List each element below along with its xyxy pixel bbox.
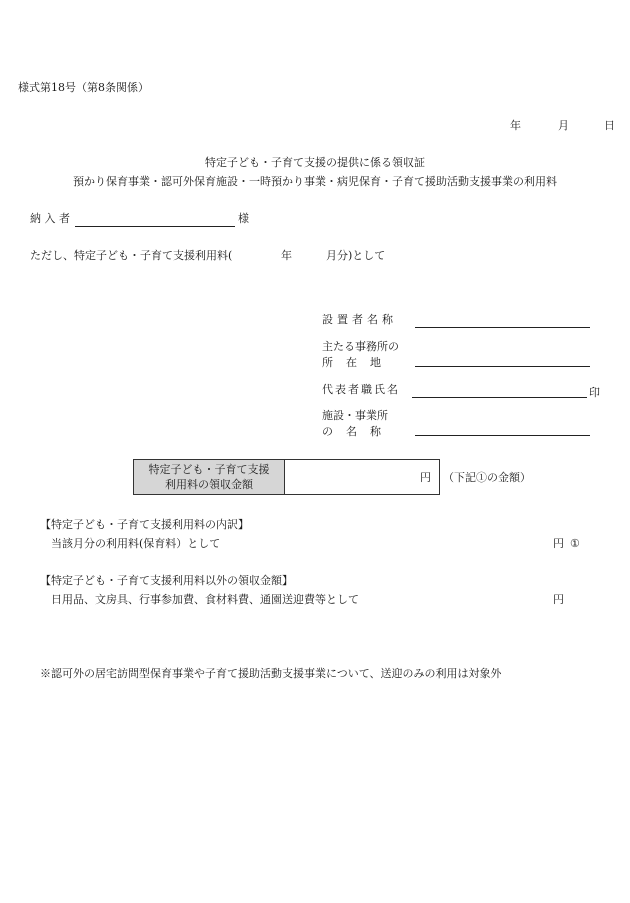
- proviso-year: 年: [281, 249, 292, 262]
- office-label-line2: 所在地: [322, 356, 394, 369]
- receipt-amount-field[interactable]: [285, 460, 439, 494]
- receipt-title: 特定子ども・子育て支援の提供に係る領収証: [205, 156, 425, 169]
- breakdown-marker: ①: [570, 537, 580, 550]
- other-item: 日用品、文房具、行事参加費、食材料費、通園送迎費等として: [51, 593, 359, 606]
- breakdown-heading: 【特定子ども・子育て支援利用料の内訳】: [40, 518, 249, 531]
- establisher-name-line[interactable]: [415, 327, 590, 328]
- date-day: 日: [604, 119, 615, 132]
- breakdown-item: 当該月分の利用料(保育料）として: [51, 537, 221, 550]
- office-address-line[interactable]: [415, 366, 590, 367]
- date-year: 年: [510, 119, 521, 132]
- receipt-amount-box: [133, 459, 440, 495]
- footnote: ※認可外の居宅訪問型保育事業や子育て援助活動支援事業について、送迎のみの利用は対象外: [40, 667, 502, 680]
- payer-name-line[interactable]: [75, 226, 235, 227]
- seal-mark: 印: [589, 386, 600, 399]
- proviso-prefix: ただし、特定子ども・子育て支援利用料(: [30, 249, 233, 262]
- other-yen: 円: [553, 593, 564, 606]
- establisher-label: [322, 313, 402, 327]
- representative-name-line[interactable]: [412, 397, 587, 398]
- date-month: 月: [558, 119, 569, 132]
- receipt-amount-label: [134, 460, 285, 494]
- representative-label: 代表者職氏名: [322, 383, 400, 396]
- amount-yen: 円: [420, 471, 431, 484]
- payer-honorific: 様: [238, 212, 249, 225]
- establisher-label-text: 設置者名称: [322, 313, 397, 326]
- receipt-subtitle: 預かり保育事業・認可外保育施設・一時預かり事業・病児保育・子育て援助活動支援事業の利用料: [73, 175, 557, 188]
- other-heading: 【特定子ども・子育て支援利用料以外の領収金額】: [40, 574, 293, 587]
- office-label-line1: 主たる事務所の: [322, 340, 399, 353]
- amount-label-line1: 特定子ども・子育て支援: [148, 463, 270, 476]
- form-number: 様式第18号（第8条関係）: [18, 81, 149, 94]
- facility-label-line2: の名称: [322, 425, 394, 438]
- facility-name-line[interactable]: [415, 435, 590, 436]
- facility-label-line1: 施設・事業所: [322, 409, 388, 422]
- payer-label: 納 入 者: [30, 212, 70, 225]
- amount-label-line2: 利用料の領収金額: [165, 478, 253, 491]
- proviso-suffix: 月分)として: [326, 249, 386, 262]
- breakdown-yen: 円: [553, 537, 564, 550]
- amount-note: （下記①の金額）: [443, 471, 531, 484]
